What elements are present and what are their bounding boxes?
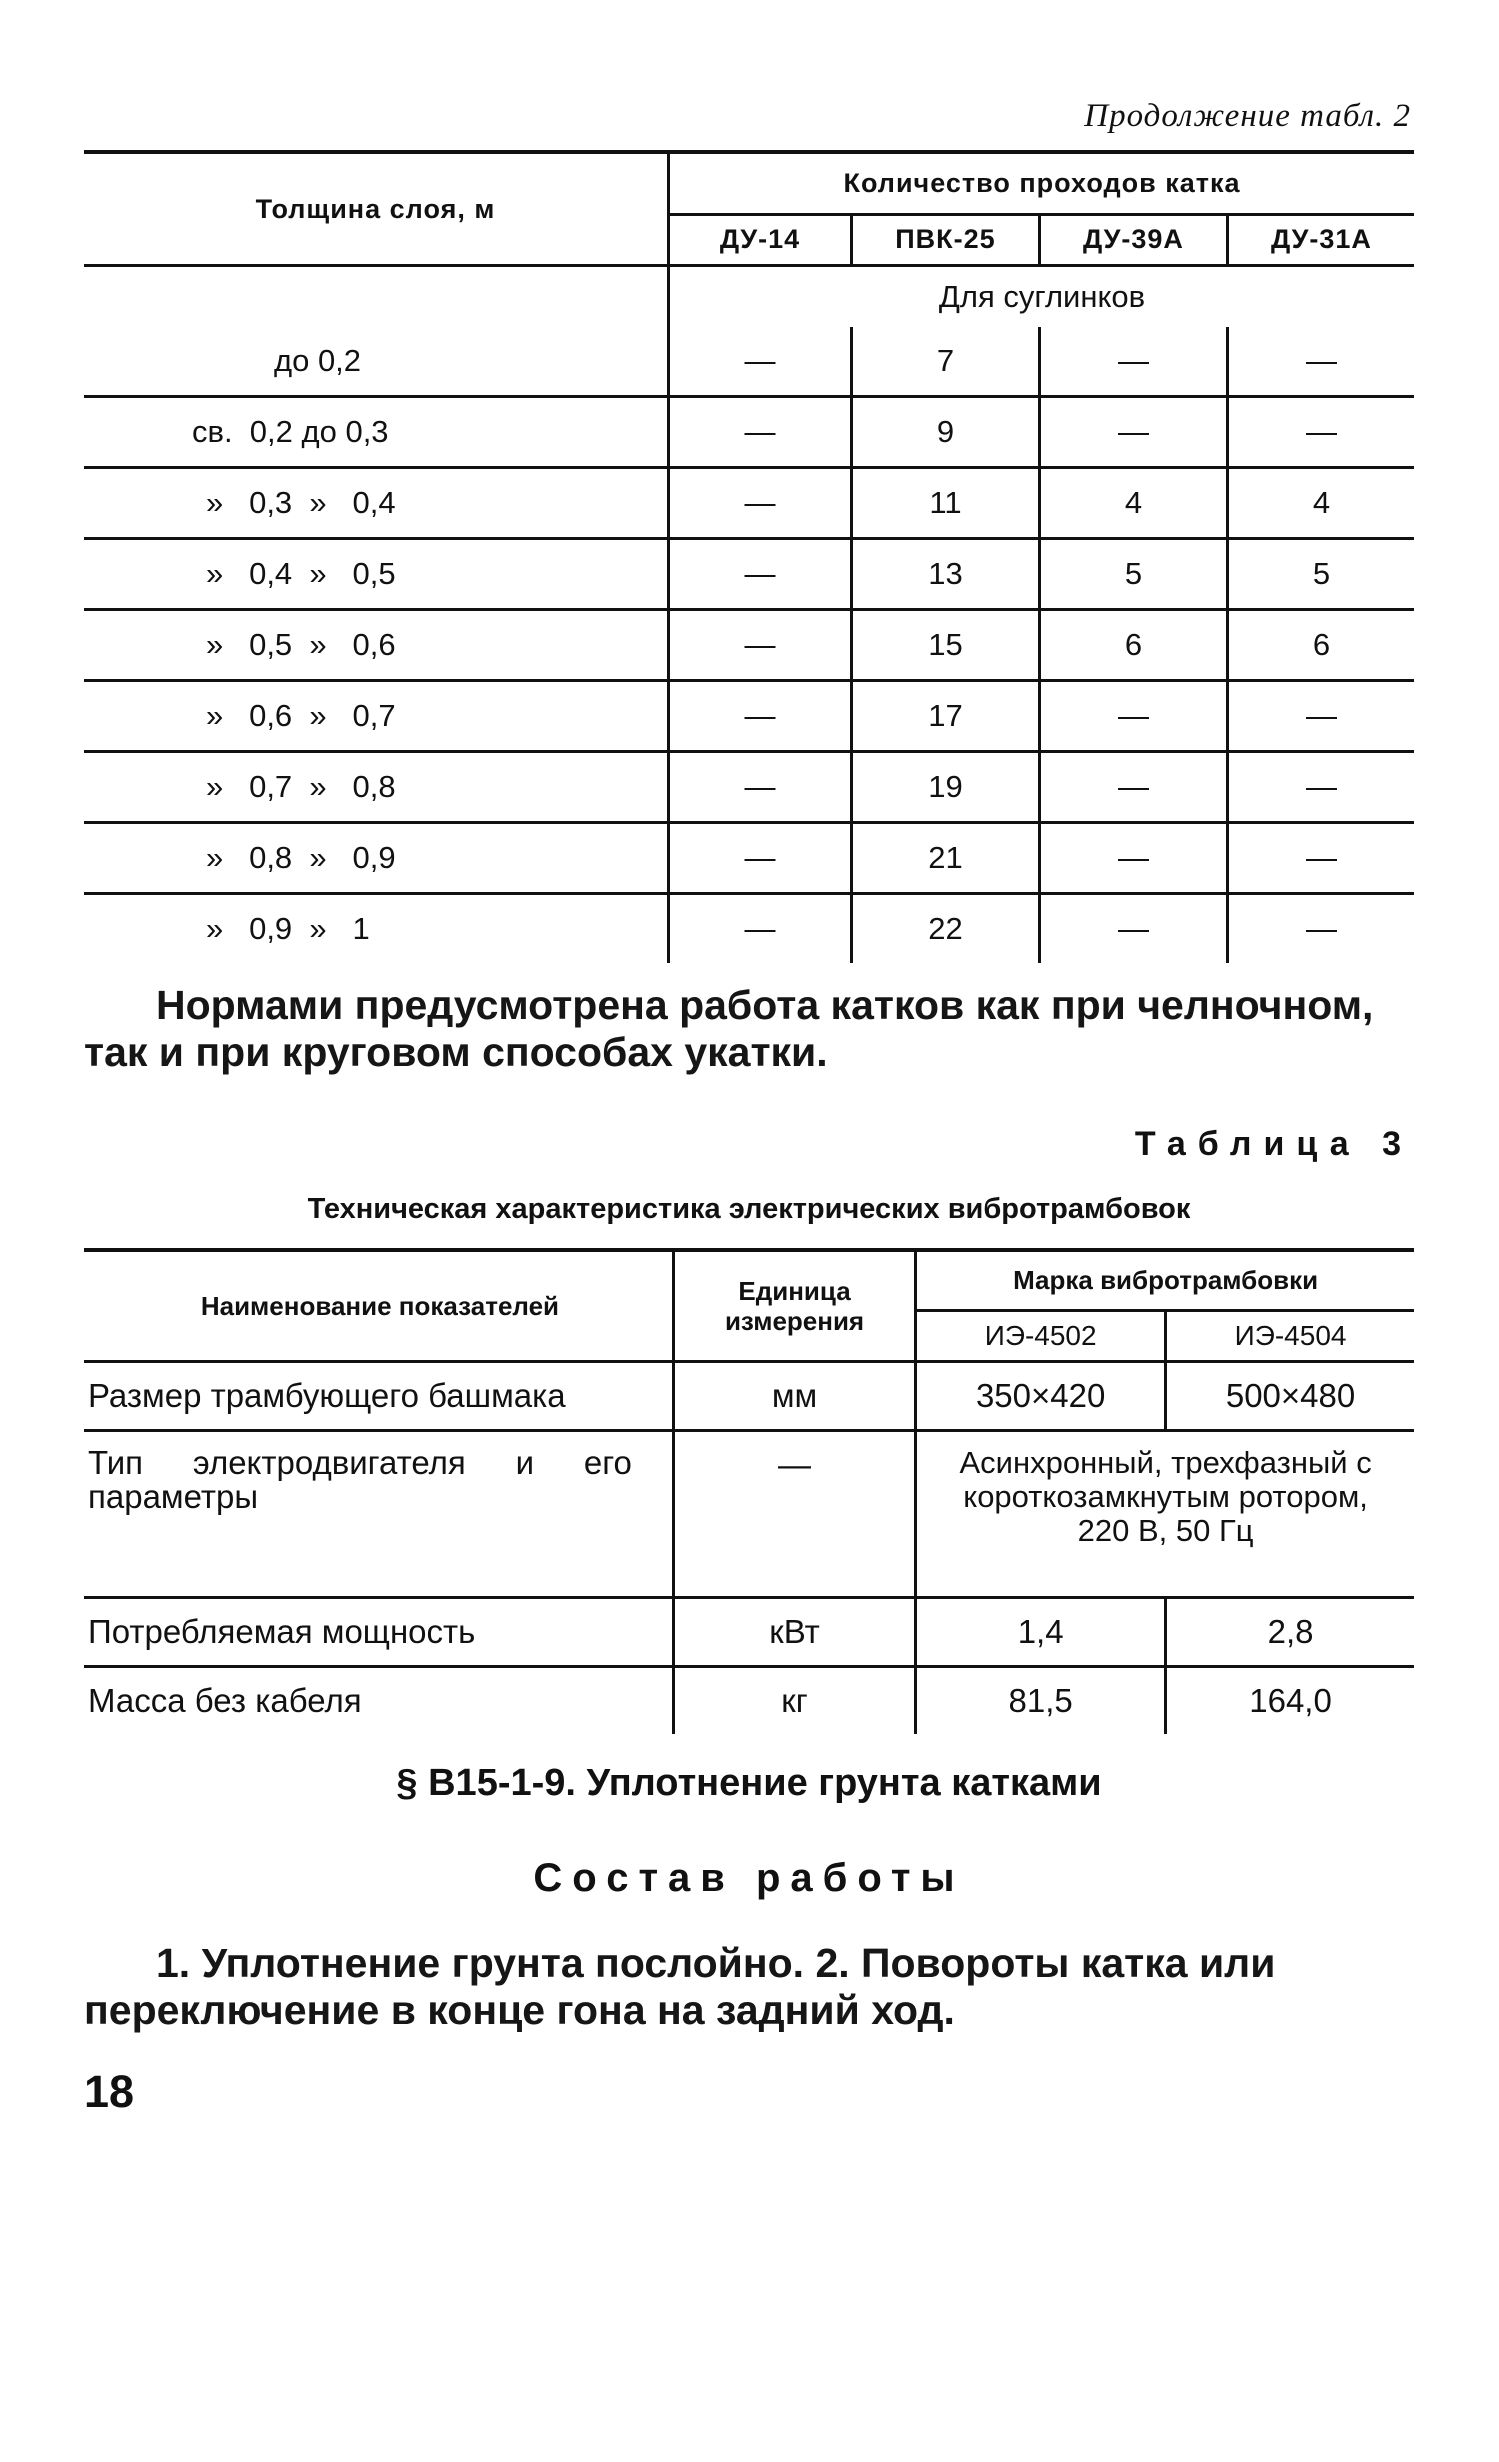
- unit-cell: кВт: [673, 1598, 915, 1667]
- cell-du31a: —: [1227, 752, 1414, 823]
- table-row: [84, 894, 1414, 964]
- cell-du31a: 6: [1227, 610, 1414, 681]
- cell-pvk25: 11: [852, 468, 1040, 539]
- roller-passes-table: [84, 150, 1414, 963]
- cell-du31a: 5: [1227, 539, 1414, 610]
- cell-du14: —: [668, 327, 851, 397]
- cell-du39a: —: [1039, 681, 1227, 752]
- cell-pvk25: 21: [852, 823, 1040, 894]
- thickness-label: » 0,4 » 0,5: [84, 539, 668, 610]
- passes-group-header: Количество проходов катка: [668, 152, 1414, 214]
- table-row: [84, 397, 1414, 468]
- cell-pvk25: 13: [852, 539, 1040, 610]
- cell-du31a: —: [1227, 823, 1414, 894]
- indicator-column-header: Наименование показателей: [84, 1250, 673, 1362]
- indicator-name: Потребляемая мощность: [84, 1598, 673, 1667]
- mark-header-ie4502: ИЭ-4502: [916, 1310, 1166, 1361]
- mark-header-ie4504: ИЭ-4504: [1166, 1310, 1414, 1361]
- indicator-name: Тип электродвигателя и его параметры: [84, 1431, 673, 1598]
- table-row: [84, 1362, 1414, 1431]
- table-continued-caption: Продолжение табл. 2: [1084, 98, 1411, 134]
- table-row: [84, 823, 1414, 894]
- value-ie4502: 350×420: [916, 1362, 1166, 1431]
- value-ie4504: 2,8: [1166, 1598, 1414, 1667]
- roller-header-du39a: ДУ-39А: [1039, 214, 1227, 265]
- cell-du14: —: [668, 468, 851, 539]
- cell-du14: —: [668, 681, 851, 752]
- cell-du39a: —: [1039, 894, 1227, 964]
- mark-group-header: Марка вибротрамбовки: [916, 1250, 1414, 1310]
- table-row: [84, 1598, 1414, 1667]
- table3-title: Техническая характеристика электрических вибротрамбовок: [307, 1193, 1191, 1225]
- roller-header-du14: ДУ-14: [668, 214, 851, 265]
- thickness-label: » 0,8 » 0,9: [84, 823, 668, 894]
- table-row: [84, 539, 1414, 610]
- value-ie4502: 1,4: [916, 1598, 1166, 1667]
- cell-pvk25: 22: [852, 894, 1040, 964]
- table-row: [84, 752, 1414, 823]
- cell-du31a: —: [1227, 681, 1414, 752]
- unit-column-header: Единица измерения: [673, 1250, 915, 1362]
- value-ie4504: 164,0: [1166, 1667, 1414, 1735]
- value-ie4502: 81,5: [916, 1667, 1166, 1735]
- table-row: [84, 1667, 1414, 1735]
- cell-pvk25: 9: [852, 397, 1040, 468]
- cell-pvk25: 17: [852, 681, 1040, 752]
- thickness-column-header: Толщина слоя, м: [84, 152, 668, 266]
- cell-pvk25: 7: [852, 327, 1040, 397]
- vibrotamper-specs-table: [84, 1248, 1414, 1734]
- thickness-label: » 0,7 » 0,8: [84, 752, 668, 823]
- motor-type-value: Асинхронный, трехфазный с короткозамкнутым ротором, 220 В, 50 Гц: [916, 1431, 1414, 1598]
- thickness-label: » 0,9 » 1: [84, 894, 668, 964]
- roller-header-pvk25: ПВК-25: [852, 214, 1040, 265]
- cell-du31a: —: [1227, 894, 1414, 964]
- thickness-label: св. 0,2 до 0,3: [84, 397, 668, 468]
- cell-du14: —: [668, 610, 851, 681]
- cell-du31a: 4: [1227, 468, 1414, 539]
- roller-header-du31a: ДУ-31А: [1227, 214, 1414, 265]
- cell-du14: —: [668, 539, 851, 610]
- page-number: 18: [84, 2066, 135, 2117]
- note-text: Нормами предусмотрена работа катков как при челночном, так и при круговом способах укатки.: [84, 982, 1374, 1075]
- thickness-label: » 0,5 » 0,6: [84, 610, 668, 681]
- thickness-label: до 0,2: [274, 343, 362, 378]
- cell-pvk25: 19: [852, 752, 1040, 823]
- indicator-name: Размер трамбующего башмака: [84, 1362, 673, 1431]
- cell-du31a: —: [1227, 327, 1414, 397]
- cell-du39a: 5: [1039, 539, 1227, 610]
- thickness-label: » 0,3 » 0,4: [84, 468, 668, 539]
- note-paragraph: [84, 982, 1414, 1076]
- work-composition-text: 1. Уплотнение грунта послойно. 2. Повороты катка или переключение в конце гона на задний ход.: [84, 1940, 1276, 2033]
- unit-cell: —: [673, 1431, 915, 1598]
- cell-du31a: —: [1227, 397, 1414, 468]
- cell-du14: —: [668, 752, 851, 823]
- cell-du39a: —: [1039, 397, 1227, 468]
- cell-du39a: —: [1039, 752, 1227, 823]
- unit-cell: мм: [673, 1362, 915, 1431]
- table-row: [84, 610, 1414, 681]
- cell-du39a: —: [1039, 327, 1227, 397]
- work-composition-paragraph: [84, 1940, 1414, 2034]
- cell-du39a: 6: [1039, 610, 1227, 681]
- thickness-label: » 0,6 » 0,7: [84, 681, 668, 752]
- cell-du14: —: [668, 823, 851, 894]
- table-row: [84, 681, 1414, 752]
- cell-du14: —: [668, 397, 851, 468]
- indicator-name: Масса без кабеля: [84, 1667, 673, 1735]
- soil-subheader: Для суглинков: [668, 266, 1414, 328]
- table-row: [84, 468, 1414, 539]
- section-heading: § В15-1-9. Уплотнение грунта катками: [396, 1762, 1102, 1804]
- unit-cell: кг: [673, 1667, 915, 1735]
- value-ie4504: 500×480: [1166, 1362, 1414, 1431]
- table3-number: Таблица 3: [1134, 1125, 1413, 1163]
- cell-du39a: —: [1039, 823, 1227, 894]
- table-row: [84, 327, 1414, 397]
- section-subheading: Состав работы: [533, 1856, 965, 1900]
- cell-du39a: 4: [1039, 468, 1227, 539]
- table-row: [84, 1431, 1414, 1598]
- cell-du14: —: [668, 894, 851, 964]
- cell-pvk25: 15: [852, 610, 1040, 681]
